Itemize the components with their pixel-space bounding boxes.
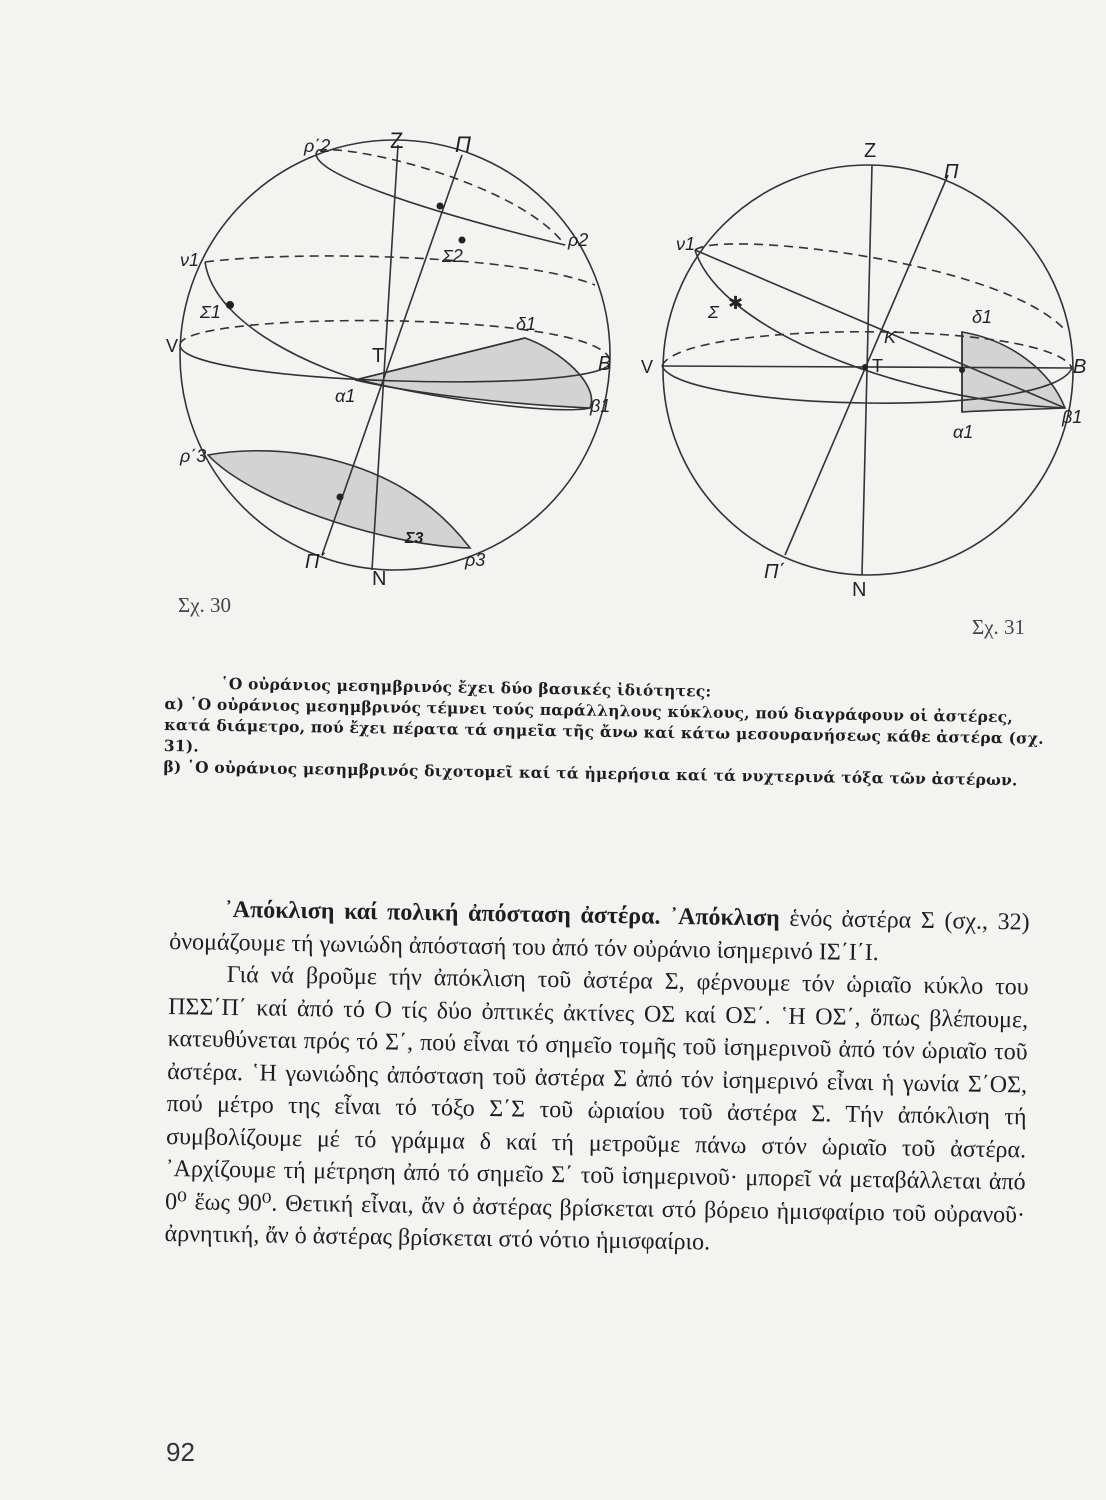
label-pprime-30: Π΄: [305, 551, 327, 573]
parallel-rho2: [316, 150, 565, 245]
label-s1-30: Σ1: [200, 302, 221, 322]
meridian-properties: [163, 672, 1045, 791]
figure-30: [150, 120, 620, 600]
label-r3-30: ρ3: [465, 550, 486, 570]
page-number: 92: [166, 1437, 195, 1467]
label-s3-30: Σ3: [405, 530, 424, 547]
label-r2-30: ρ2: [568, 230, 589, 250]
label-s2-30: Σ2: [442, 246, 463, 266]
label-v1-30: ν1: [180, 250, 200, 270]
meridian-intro: ῾Ο οὐράνιος μεσημβρινός ἔχει δύο βασικές ἰδιότητες:: [220, 673, 712, 701]
paragraph-1-text: ἑνός ἀστέρα Σ (σχ., 32) ὀνομάζουμε τή γωνιώδη ἀπόστασή του ἀπό τόν οὐράνιο ἰσημερινό ΙΣ΄Ι΄Ι.: [169, 905, 1030, 966]
label-z-31: Z: [864, 140, 877, 162]
meridian-point-a: α) ῾Ο οὐράνιος μεσημβρινός τέμνει τούς παράλληλους κύκλους, πού διαγράφουν οἱ ἀστέρες, κατά διάμετρο, πού ἔχει πέρατα τά σημεῖα τῆς ἄνω καί κάτω μεσουρανήσεως κάθε ἀστέρα (σχ. 31).: [163, 693, 1044, 756]
label-b1-30: β1: [590, 396, 611, 416]
label-r2p-30: ρ΄2: [304, 136, 331, 156]
label-k-31: Κ: [884, 327, 897, 347]
shaded-region-31: [962, 332, 1065, 412]
shaded-arc-upper: [355, 338, 592, 408]
figure-31: [640, 130, 1100, 610]
label-v1-31: ν1: [676, 234, 696, 254]
label-pprime-31: Π΄: [764, 561, 786, 583]
caption-fig31: Σχ. 31: [972, 615, 1026, 639]
label-p-31: Π: [944, 161, 959, 183]
label-n-31: N: [852, 579, 867, 601]
label-v-30: V: [166, 336, 179, 356]
declination-section: [164, 893, 1030, 1264]
paragraph-2: Γιά νά βροῦμε τήν ἀπόκλιση τοῦ ἀστέρα Σ, φέρνουμε τόν ὡριαῖο κύκλο του ΠΣΣ΄Π΄ καί ἀπό τό Ο τίς δύο ὀπτικές ἀκτίνες ΟΣ καί ΟΣ΄. ῾Η ΟΣ΄, ὅπως βλέπουμε, κατευθύνεται πρός τό Σ΄, πού εἶναι τό σημεῖο τομῆς τοῦ ἰσημερινοῦ ἀπό τόν ὡριαῖο τοῦ ἀστέρα. ῾Η γωνιώδης ἀπόσταση τοῦ ἀστέρα Σ ἀπό τόν ἰσημερινό εἶναι ἡ γωνία Σ΄ΟΣ, πού μέτρο της εἶναι τό τόξο Σ΄Σ τοῦ ὡριαίου τοῦ ἀστέρα Σ. Τήν ἀπόκλιση τή συμβολίζουμε μέ τό γράμμα δ καί τή μετροῦμε πάνω στόν ὡριαῖο τοῦ ἀστέρα. ᾿Αρχίζουμε τή μέτρηση ἀπό τό σημεῖο Σ΄ τοῦ ἰσημερινοῦ· μπορεῖ νά μεταβάλλεται ἀπό 0⁰ ἕως 90⁰. Θετική εἶναι, ἄν ὁ ἀστέρας βρίσκεται στό βόρειο ἡμισφαίριο τοῦ οὐρανοῦ· ἀρνητική, ἄν ὁ ἀστέρας βρίσκεται στό νότιο ἡμισφαίριο.: [164, 961, 1029, 1256]
label-r3p-30: ρ΄3: [180, 446, 207, 466]
parallel-v1: [205, 256, 595, 285]
label-b-30: Β: [598, 353, 612, 375]
label-t-30: Τ: [372, 345, 385, 367]
label-d1-31: δ1: [972, 307, 993, 327]
parallel-v1-31: [695, 244, 1065, 330]
label-a1-30: α1: [335, 386, 356, 406]
label-s-31: Σ: [708, 302, 719, 322]
label-b1-31: β1: [1062, 407, 1083, 427]
label-d1-30: δ1: [516, 314, 537, 334]
label-z-30: Z: [390, 128, 404, 153]
label-a1-31: α1: [953, 422, 974, 442]
label-b-31: Β: [1073, 356, 1087, 378]
section-heading: ᾿Απόκλιση καί πολική ἀπόσταση ἀστέρα. ᾿Απόκλιση: [224, 896, 780, 932]
caption-fig30: Σχ. 30: [178, 593, 232, 617]
label-n-30: N: [372, 568, 387, 590]
label-t-31: Τ: [872, 356, 883, 376]
meridian-point-b: β) ῾Ο οὐράνιος μεσημβρινός διχοτομεῖ καί τά ἡμερήσια καί τά νυχτερινά τόξα τῶν ἀστέρων.: [163, 756, 1018, 790]
label-p-30: Π: [455, 132, 471, 157]
label-v-31: V: [641, 357, 654, 377]
star-icon: ✱: [728, 293, 744, 313]
